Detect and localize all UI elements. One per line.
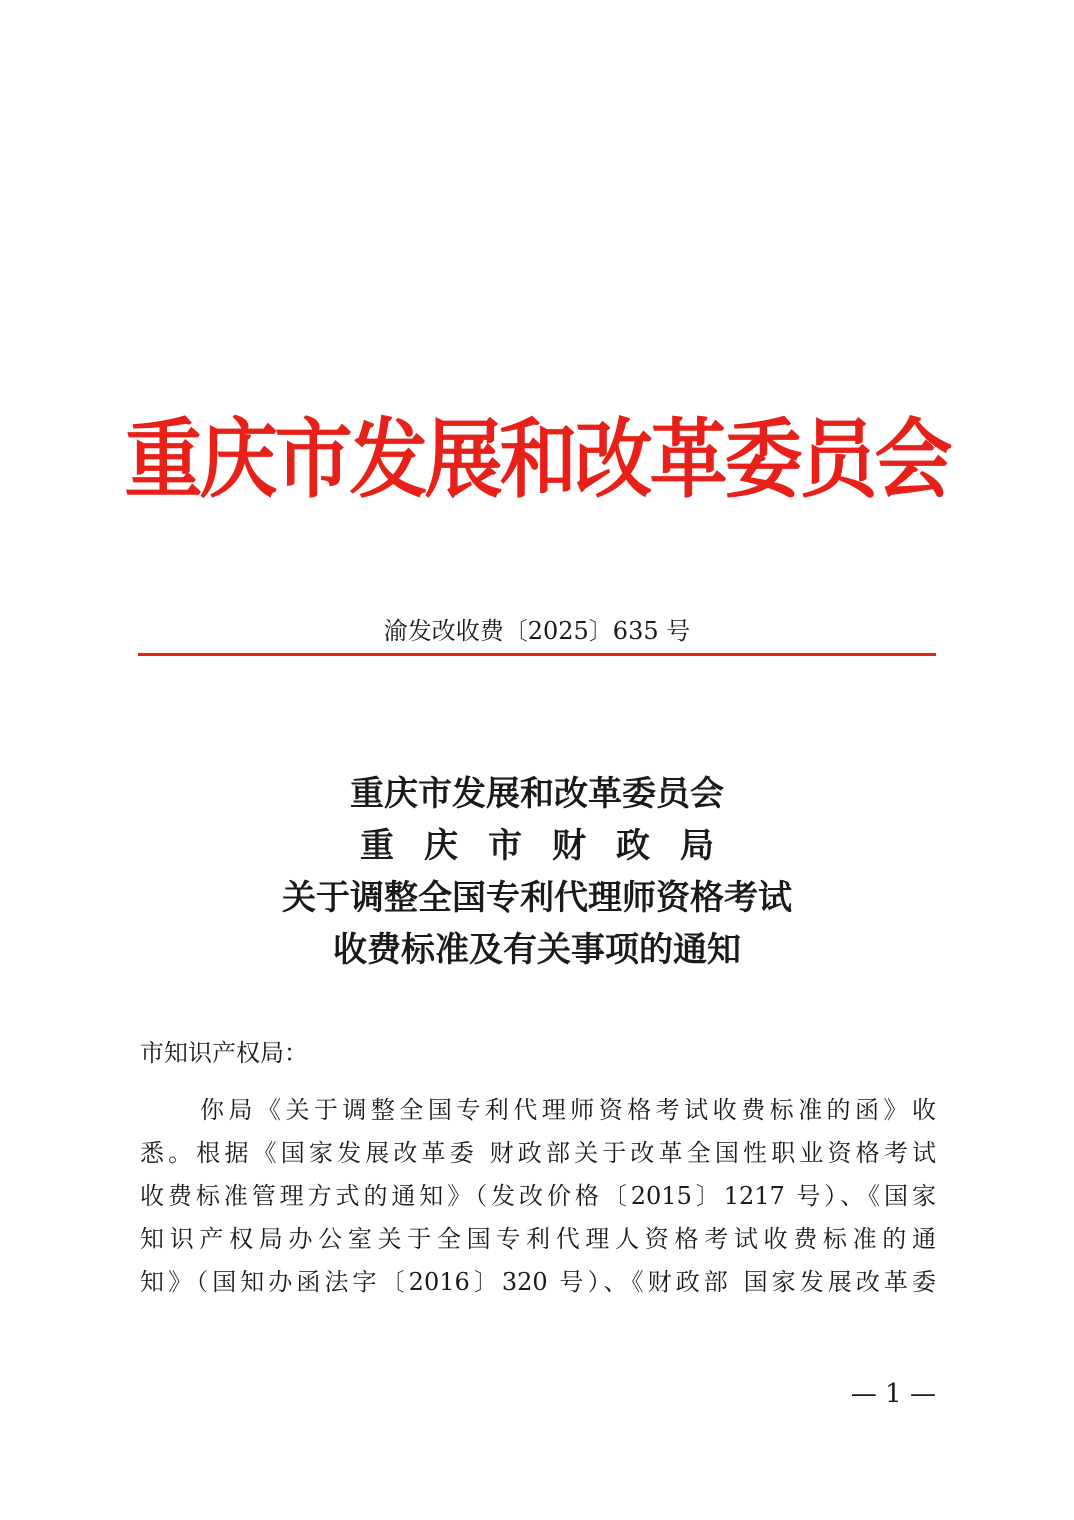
body-line-2: 悉。根据《国家发展改革委 财政部关于改革全国性职业资格考试 [140,1139,936,1167]
page-number: — 1 — [850,1379,936,1409]
body-line-5: 知》（国知办函法字〔2016〕320 号）、《财政部 国家发展改革委 [140,1268,936,1296]
red-divider-line [138,653,936,656]
masthead: 重庆市发展和改革委员会 [124,411,950,510]
body-line-1: 你局《关于调整全国专利代理师资格考试收费标准的函》收 [200,1096,936,1124]
document-number: 渝发改收费〔2025〕635 号 [383,617,691,645]
title-line-2: 重庆市财政局 [360,826,744,866]
body-paragraph [140,1089,936,1304]
title-line-3: 关于调整全国专利代理师资格考试 [282,878,792,918]
title-line-4: 收费标准及有关事项的通知 [333,930,741,970]
document-title [0,768,1074,976]
title-line-1: 重庆市发展和改革委员会 [350,774,724,814]
body-line-4: 知识产权局办公室关于全国专利代理人资格考试收费标准的通 [140,1225,936,1253]
body-line-3: 收费标准管理方式的通知》（发改价格〔2015〕1217 号）、《国家 [140,1182,936,1210]
salutation: 市知识产权局： [140,1039,308,1067]
